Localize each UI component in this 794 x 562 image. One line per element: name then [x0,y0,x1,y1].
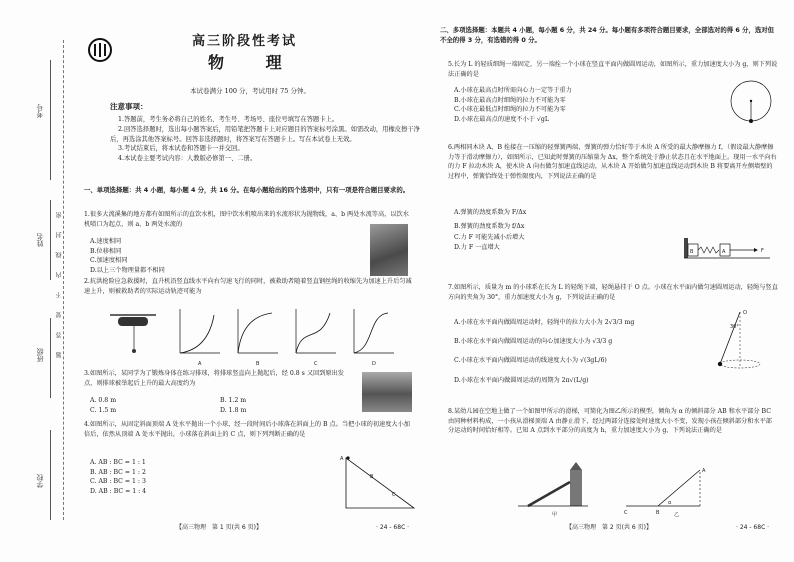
helicopter-icon [110,315,156,353]
q7-option-c: C.小球在水平面内做圆周运动的线速度大小为 √(3gL/6) [454,357,607,365]
q6-options [448,206,668,253]
q2-option-d-graph [354,309,394,353]
q7-angle-label: 30° [730,324,739,330]
q8-point-a: A [702,468,706,474]
seal-char: 线 [56,252,63,258]
seal-char: 封 [56,232,63,238]
footer-right-code: · 24 - 68C · [736,524,770,531]
q2-option-a-graph [180,309,220,353]
seal-char: 答 [56,332,63,338]
q5-stem: 5.长为 L 的轻质细绳一端固定，另一端拴一个小球在竖直平面内做圆周运动，如图所示，重力加速度大小为 g，则下列说法正确的是 [448,61,778,78]
drinking-fountain-photo [370,224,408,276]
q8-point-b: B [656,510,660,516]
q7-options [448,313,718,390]
q6-option-d: D.力 F 一直增大 [454,243,500,251]
q2-trajectory-figure [110,305,410,367]
q1-option-d: D.以上三个物理量都不相同 [90,266,165,274]
section1-heading: 一、单项选择题：共 4 小题，每小题 4 分，共 16 分。在每小题给出的四个选项中，只有一项是符合题目要求的。 [84,186,410,194]
q8-fig-label-yi: 乙 [674,512,680,518]
q5-option-d: D.小球在最高点的速度不小于 √gL [454,115,549,123]
seal-char: 题 [56,352,63,358]
exam-info: 本试卷满分 100 分，考试用时 75 分钟。 [190,87,310,95]
q4-point-a: A [340,456,344,462]
slide-model-sketch [624,468,706,516]
q7-option-a: A.小球在水平面内做圆周运动时，轻绳中的拉力大小为 2√3/3 mg [454,319,635,326]
q3-option-c: C. 1.5 m [90,406,117,414]
notes-item: 3.考试结束后，将本试卷和答题卡一并交回。 [118,145,244,153]
notes-item: 2.回答选择题时，选出每小题答案后，用铅笔把答题卡上对应题目的答案标号涂黑。如需改动，用橡皮擦干净后，再选涂其他答案标号。回答非选择题时，将答案写在答题卡上。写在本试卷上无效。 [110,125,420,143]
name-label: 姓名 [36,233,44,247]
q2-stem: 2.抗洪抢险应急救援时，直升机沿竖直线水平向右匀速飞行的同时，被救助者随着竖直钢丝绳的收缩先为加速上升后匀减速上升，则被救助者的实际运动轨迹可能为 [84,278,412,295]
q4-option-c: C. AB : BC = 1 : 3 [90,478,146,486]
q8-stem: 8.某幼儿园在空地上做了一个如图甲所示的滑梯，可简化为图乙所示的模型，倾角为 α 的倾斜部分 AB 和水平部分 BC 由同种材料构成，一小孩从滑梯顶端 A 由静止滑下，经过两部分连接处时速度大小不变，发现小孩在倾斜部分和水平部分运动的时间恰好相等。已知 A 点到水平部分的高度为 h，重力加速度大小为 g，下列说法正确的是 [448,408,772,435]
cut-line [63,40,64,520]
q3-option-d: D. 1.8 m [220,406,247,414]
q4-option-a: A. AB : BC = 1 : 1 [90,459,146,466]
q4-stem: 4.如图所示，从固定斜面顶端 A 处水平抛出一个小球，经一段时间后小球落在斜面上的 B 点。当把小球的初速度大小加倍后，依然从顶端 A 处水平抛出，小球落在斜面上的 C 点，则下列判断正确的是 [84,421,410,438]
q4-option-b: B. AB : BC = 1 : 2 [90,468,146,476]
q7-option-d: D.小球在水平面内做圆周运动的周期为 2π√(L/g) [454,376,589,384]
q6-option-c: C.力 F 可能先减小后增大 [454,234,525,242]
seal-char: 要 [56,312,63,318]
q4-incline-figure [338,452,418,514]
q3-option-b: B. 1.2 m [220,397,247,404]
q6-block-a: A [722,249,726,255]
footer-right: 【高三物理 第 2 页(共 6 页)】 [566,524,652,531]
q1-options [84,237,334,275]
notes-item: 1.答题前，考生务必将自己的姓名、考生号、考场号、座位号填写在答题卡上。 [118,116,339,123]
school-label: 学校 [36,474,44,488]
q2-label-a: A [198,361,202,367]
q6-stem: 6.两相同木块 A、B 拴接在一压缩的轻弹簧两端，弹簧的弹力恰好等于木块 A 所受的最大静摩擦力 f，（假设最大静摩擦力等于滑动摩擦力），如图所示，已知此时弹簧的压缩量为 Δx，整个系统处于静止状态且在水平地面上。现用一水平向右的力 F 拉动木块 A，使木块 A 向右做匀加速直线运动，从木块 A 开始做匀加速直线运动到木块 B 将要离开左侧墙壁的过程中，弹簧恰终处于弹性限度内，下列说法正确的是 [448,144,777,180]
school-logo-icon [88,38,112,62]
q8-point-c: C [624,510,628,516]
q6-option-b: B.弹簧的劲度系数为 f/Δx [454,222,525,230]
binding-margin [0,0,62,562]
q4-option-d: D. AB : BC = 1 : 4 [90,487,147,495]
q1-option-c: C.加速度相同 [90,257,128,265]
notes-heading: 注意事项： [110,102,148,111]
q1-option-a: A.速度相同 [90,238,122,245]
volleyball-photo [362,372,412,412]
q3-stem: 3.如图所示，某同学为了锻炼身体在练习排球，将排球竖直向上抛起后，经 0.8 s 又回到原出发点，则排球被举起后上升的最大高度约为 [84,370,344,387]
blank-line [50,318,51,398]
q4-point-b: B [370,474,374,480]
q2-label-c: C [314,361,318,367]
q5-option-a: A.小球在最高点时所需向心力一定等于重力 [454,87,572,94]
class-label: 班级 [36,348,44,362]
q8-angle-alpha: α [668,500,672,506]
exam-title: 高三阶段性考试 [192,34,298,49]
q7-pivot-o: O [743,310,747,316]
q5-option-b: B.小球在最高点时细绳的拉力不可能为零 [454,96,566,104]
q2-label-d: D [372,361,376,367]
footer-left: 【高三物理 第 1 页(共 6 页)】 [176,524,262,531]
subject-title: 物 理 [208,53,300,72]
exam-no-label: 考号 [36,104,44,118]
q5-circle-figure [726,76,776,126]
q5-options [448,86,718,124]
q3-option-a: A. 0.8 m [90,397,117,404]
notes-list [110,115,420,164]
seal-char: 密 [56,212,63,218]
slide-photo-sketch [518,462,588,506]
blank-line [50,430,51,520]
q6-force-f: F [761,248,764,254]
q7-conical-pendulum-figure [706,306,772,376]
q7-option-b: B.小球在水平面内做圆周运动的向心加速度大小为 √3/3 g [454,338,613,346]
seal-char: 内 [56,272,63,278]
q5-option-c: C.小球在最低点时细绳的拉力不可能为零 [454,106,566,114]
q1-option-b: B.位移相同 [90,247,122,255]
q2-option-c-graph [296,309,336,353]
q2-option-b-graph [238,309,278,353]
q8-slide-figure [518,462,718,518]
q8-fig-label-jia: 甲 [552,512,558,518]
q6-spring-figure [680,236,776,262]
footer-left-code: · 24 - 68C · [376,524,410,531]
q1-stem: 1.很多大流溪集的地方都有如图所示的直饮水机，图中饮水机喷出来的水流形状为抛物线，a、b 两处水流等高，以饮水机喷口为起点，则 a、b 两处水流的 [84,211,409,228]
section2-heading: 二、多项选择题：本题共 4 小题，每小题 6 分，共 24 分。每小题有多项符合题目要求，全部选对的得 6 分，选对但不全的得 3 分，有选错的得 0 分。 [440,26,774,44]
blank-line [50,200,51,280]
notes-item: 4.本试卷主要考试内容：人教版必修第一、二册。 [118,155,257,162]
seal-char: 不 [56,292,63,298]
blank-line [50,60,51,180]
q4-point-c: C [392,492,396,498]
q4-options [84,458,264,496]
q3-options [84,396,344,415]
q2-label-b: B [256,361,260,367]
q6-option-a: A.弹簧的劲度系数为 F/Δx [454,209,527,216]
q6-block-b: B [690,249,694,255]
q7-stem: 7.如图所示，质量为 m 的小球系在长为 L 的轻绳下端，轻绳悬挂于 O 点。小球在水平面内做匀速圆周运动，轻绳与竖直方向的夹角为 30°，重力加速度大小为 g，下列说法正确的是 [448,284,778,301]
